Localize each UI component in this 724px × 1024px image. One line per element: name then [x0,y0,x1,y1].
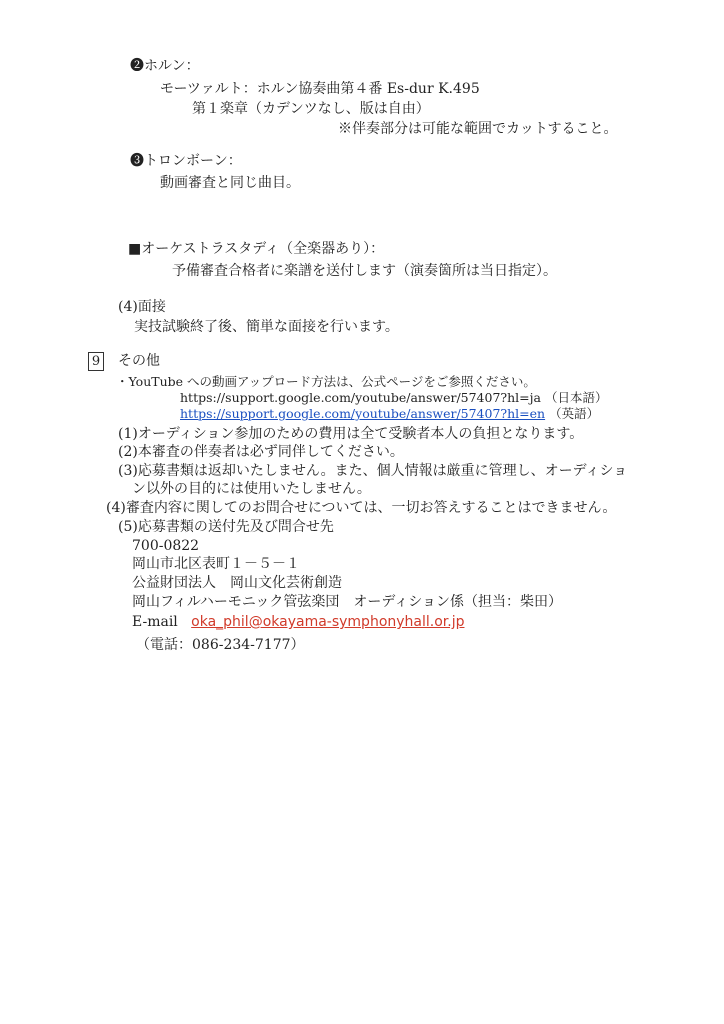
youtube-intro: ・YouTube への動画アップロード方法は、公式ページをご参照ください。 [116,374,536,389]
other-item-3: (3)応募書類は返却いたしません。また、個人情報は厳重に管理し、オーディショ [118,463,628,479]
section-number: 9 [88,352,104,371]
contact-address: 岡山市北区表町１－５－１ [132,556,300,572]
url-ja: https://support.google.com/youtube/answer/57407?hl=ja [180,390,541,405]
contact-org2: 岡山フィルハーモニック管弦楽団 オーディション係（担当：柴田） [132,594,562,610]
other-title: その他 [118,353,160,369]
horn-piece: モーツァルト：ホルン協奏曲第４番 Es-dur K.495 [160,81,480,97]
url-ja-lang: （日本語） [544,390,608,405]
email-link[interactable]: oka_phil@okayama-symphonyhall.or.jp [191,614,465,630]
other-item-1: (1)オーディション参加のための費用は全て受験者本人の負担となります。 [118,426,584,442]
other-item-2: (2)本審査の伴奏者は必ず同伴してください。 [118,444,404,460]
trombone-piece: 動画審査と同じ曲目。 [160,175,300,191]
interview-title: (4)面接 [118,299,166,315]
trombone-title: ❸トロンボーン： [130,153,242,169]
other-item-3-cont: ン以外の目的には使用いたしません。 [132,481,371,497]
url-en-line [180,405,599,423]
orchestra-desc: 予備審査合格者に楽譜を送付します（演奏箇所は当日指定）。 [172,263,557,279]
contact-postal: 700-0822 [132,538,200,554]
contact-org1: 公益財団法人 岡山文化芸術創造 [132,575,342,591]
horn-movement: 第１楽章（カデンツなし、版は自由） [192,101,430,117]
url-en-link[interactable]: https://support.google.com/youtube/answer/57407?hl=en [180,406,546,421]
other-item-5: (5)応募書類の送付先及び問合せ先 [118,519,334,535]
interview-desc: 実技試験終了後、簡単な面接を行います。 [134,319,399,335]
contact-phone: （電話：086-234-7177） [136,637,305,653]
email-label: E-mail [132,614,178,630]
horn-note: ※伴奏部分は可能な範囲でカットすること。 [338,121,618,137]
contact-email-line [132,613,464,631]
url-en-lang: （英語） [549,406,600,421]
orchestra-title: ■オーケストラスタディ（全楽器あり）： [128,241,385,257]
horn-title: ❷ホルン： [130,58,200,74]
other-item-4: (4)審査内容に関してのお問合せについては、一切お答えすることはできません。 [106,500,617,516]
